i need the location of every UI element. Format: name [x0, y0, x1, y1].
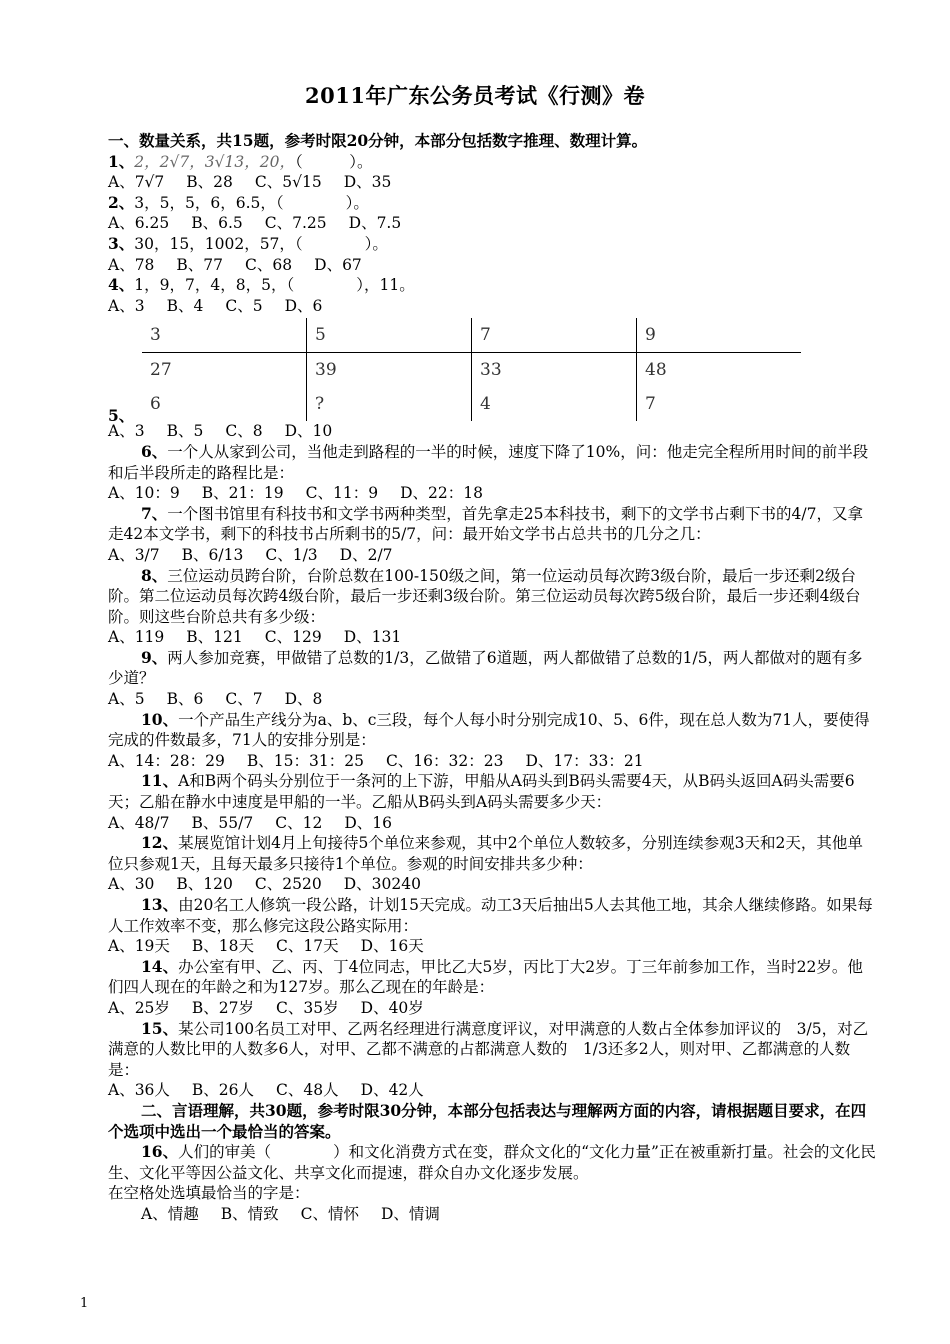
- question-14: [108, 957, 878, 998]
- question-number: 12、: [141, 833, 179, 853]
- question-text: 30，15，1002，57，（ ）。: [134, 234, 388, 253]
- question-text: 某展览馆计划4月上旬接待5个单位来参观，其中2个单位人数较多，分别连续参观3天和2天，其他单位只参观1天，且每天最多只接待1个单位。参观的时间安排共多少种：: [108, 834, 863, 873]
- options-9: [108, 689, 878, 710]
- option-a: A、10：9: [108, 484, 180, 503]
- option-a: A、3: [108, 422, 145, 441]
- question-text: 某公司100名员工对甲、乙两名经理进行满意度评议，对甲满意的人数占全体参加评议的 3/5，对乙满意的人数比甲的人数多6人，对甲、乙都不满意的占都满意人数的 1/3还多2人，则对甲、乙都满意的人数是：: [108, 1019, 869, 1079]
- question-text: 由20名工人修筑一段公路，计划15天完成。动工3天后抽出5人去其他工地，其余人继续修路。如果每人工作效率不变，那么修完这段公路实际用：: [108, 896, 873, 935]
- question-15: [108, 1019, 878, 1081]
- grid-cell: 6: [150, 394, 161, 415]
- option-a: A、25岁: [108, 998, 170, 1017]
- grid-cell: 33: [472, 353, 637, 388]
- question-number: 13、: [141, 895, 179, 914]
- question-2: [108, 193, 878, 214]
- option-b: B、4: [166, 296, 204, 315]
- question-number: 3、: [108, 233, 135, 253]
- question-1: [108, 152, 878, 173]
- question-text: A和B两个码头分别位于一条河的上下游，甲船从A码头到B码头需要4天，从B码头返回A码头需要6天；乙船在静水中速度是甲船的一半。乙船从B码头到A码头需要多少天：: [108, 772, 855, 812]
- question-text: 一个人从家到公司，当他走到路程的一半的时候，速度下降了10%，问：他走完全程所用时间的前半段和后半段所走的路程比是：: [108, 442, 869, 482]
- option-c: C、16：32：23: [385, 751, 504, 770]
- question-11: [108, 771, 878, 812]
- question-number: 4、: [108, 275, 135, 295]
- question-3: [108, 234, 878, 255]
- question-6: [108, 442, 878, 483]
- options-13: [108, 936, 878, 957]
- question-16: [108, 1142, 878, 1183]
- option-d: D、16天: [360, 937, 424, 956]
- option-d: D、6: [284, 296, 323, 315]
- question-text: 人们的审美（ ）和文化消费方式在变，群众文化的“文化力量”正在被重新打量。社会的文化民生、文化平等因公益文化、共享文化而提速，群众自办文化逐步发展。: [108, 1143, 876, 1182]
- option-c: C、7: [225, 690, 263, 709]
- question-number: 1、: [108, 151, 135, 171]
- question-number: 5、: [108, 406, 135, 426]
- number-grid: [142, 318, 801, 421]
- question-number: 14、: [141, 956, 179, 976]
- question-text: 一个产品生产线分为a、b、c三段，每个人每小时分别完成10、5、6件，现在总人数为71人，要使得完成的件数最多，71人的安排分别是：: [108, 710, 870, 750]
- options-16: [108, 1204, 878, 1225]
- option-a: A、5: [108, 690, 145, 709]
- grid-cell: 5: [307, 318, 472, 353]
- grid-cell: 27: [150, 360, 172, 381]
- option-c: C、35岁: [276, 998, 339, 1017]
- question-13: [108, 895, 878, 936]
- question-number: 15、: [141, 1018, 179, 1038]
- option-a: A、30: [108, 875, 155, 894]
- option-b: B、18天: [191, 937, 255, 956]
- option-a: A、情趣: [141, 1204, 199, 1223]
- option-c: C、11：9: [305, 484, 379, 503]
- option-d: D、40岁: [360, 998, 424, 1017]
- question-number: 16、: [141, 1142, 179, 1162]
- option-b: B、28: [186, 173, 233, 192]
- options-8: [108, 627, 878, 648]
- content: [108, 131, 878, 1225]
- option-c: C、68: [245, 255, 293, 274]
- question-9: [108, 648, 878, 689]
- grid-cell: 39: [307, 353, 472, 388]
- options-10: [108, 751, 878, 772]
- option-d: D、2/7: [339, 545, 393, 564]
- section-heading-2: 二、言语理解，共30题，参考时限30分钟，本部分包括表达与理解两方面的内容，请根据题目要求，在四个选项中选出一个最恰当的答案。: [108, 1100, 867, 1141]
- question-7: [108, 504, 878, 545]
- options-6: [108, 483, 878, 504]
- option-c: C、8: [225, 422, 263, 441]
- section-heading-1: 一、数量关系，共15题，参考时限20分钟，本部分包括数字推理、数理计算。: [108, 131, 648, 150]
- option-b: B、55/7: [191, 813, 254, 832]
- option-c: C、5√15: [254, 173, 322, 192]
- option-b: B、情致: [220, 1204, 279, 1223]
- options-12: [108, 874, 878, 895]
- option-a: A、48/7: [108, 813, 170, 832]
- grid-cell: 4: [472, 387, 637, 421]
- question-text: 3，5，5，6，6.5，（ ）。: [134, 193, 369, 212]
- question-text: 三位运动员跨台阶，台阶总数在100-150级之间，第一位运动员每次跨3级台阶，最后一步还剩2级台阶。第二位运动员每次跨4级台阶，最后一步还剩3级台阶。第三位运动员每次跨5级台阶，最后一步还剩4级台阶。则这些台阶总共有多少级：: [108, 566, 861, 626]
- option-b: B、77: [176, 255, 224, 274]
- options-2: [108, 213, 878, 234]
- option-d: D、17：33：21: [525, 751, 644, 770]
- question-number: 10、: [141, 709, 179, 729]
- question-number: 9、: [141, 647, 168, 667]
- option-c: C、7.25: [264, 214, 327, 233]
- option-c: C、48人: [276, 1081, 339, 1100]
- option-d: D、35: [343, 173, 392, 192]
- options-3: [108, 255, 878, 276]
- option-c: C、2520: [254, 875, 322, 894]
- option-d: D、67: [314, 255, 362, 274]
- question-text: 一个图书馆里有科技书和文学书两种类型，首先拿走25本科技书，剩下的文学书占剩下书的4/7，又拿走42本文学书，剩下的科技书占所剩书的5/7，问：最开始文学书占总共书的几分之几：: [108, 504, 863, 544]
- option-b: B、5: [166, 422, 204, 441]
- options-1: [108, 172, 878, 193]
- question-text: 1，9，7，4，8，5，（ ），11。: [134, 276, 415, 295]
- grid-cell: ?: [307, 387, 472, 421]
- grid-row: [142, 387, 801, 421]
- question-number: 8、: [141, 565, 168, 585]
- page-title: 2011年广东公务员考试《行测》卷: [305, 83, 645, 108]
- option-d: D、情调: [380, 1204, 440, 1223]
- option-b: B、120: [176, 875, 233, 894]
- option-b: B、27岁: [191, 998, 255, 1017]
- option-a: A、6.25: [108, 214, 170, 233]
- option-c: C、12: [275, 813, 323, 832]
- grid-cell: 9: [637, 318, 802, 353]
- question-number: 11、: [141, 771, 179, 791]
- grid-cell: 48: [637, 353, 802, 388]
- options-11: [108, 813, 878, 834]
- options-5: [108, 421, 878, 442]
- options-7: [108, 545, 878, 566]
- option-d: D、30240: [343, 875, 421, 894]
- question-4: [108, 275, 878, 296]
- question-8: [108, 566, 878, 628]
- grid-row: [142, 353, 801, 388]
- grid-row: [142, 318, 801, 353]
- option-b: B、6.5: [191, 214, 243, 233]
- option-d: D、131: [343, 628, 402, 647]
- option-d: D、7.5: [348, 214, 402, 233]
- option-b: B、6/13: [181, 545, 244, 564]
- options-4: [108, 296, 878, 317]
- grid-cell: 7: [472, 318, 637, 353]
- option-b: B、21：19: [201, 484, 284, 503]
- page-number: 1: [80, 1296, 89, 1311]
- question-number: 6、: [141, 441, 168, 461]
- option-a: A、3: [108, 296, 145, 315]
- option-c: C、1/3: [265, 545, 318, 564]
- option-a: A、19天: [108, 937, 170, 956]
- question-text: 办公室有甲、乙、丙、丁4位同志，甲比乙大5岁，丙比丁大2岁。丁三年前参加工作，当时22岁。他们四人现在的年龄之和为127岁。那么乙现在的年龄是：: [108, 957, 863, 997]
- question-text: 两人参加竞赛，甲做错了总数的1/3，乙做错了6道题，两人都做错了总数的1/5，两人都做对的题有多少道？: [108, 648, 863, 688]
- grid-cell: 3: [142, 318, 307, 353]
- question-number: 7、: [141, 503, 168, 523]
- option-a: A、78: [108, 255, 155, 274]
- option-b: B、15：31：25: [246, 751, 364, 770]
- option-d: D、16: [344, 813, 392, 832]
- option-a: A、36人: [108, 1081, 170, 1100]
- sequence: 2，2√7，3√13，20，: [134, 152, 295, 171]
- question-number: 2、: [108, 192, 135, 212]
- option-c: C、5: [225, 296, 263, 315]
- option-a: A、7√7: [108, 173, 165, 192]
- option-d: D、42人: [360, 1081, 424, 1100]
- blank: （ ）。: [294, 152, 373, 171]
- option-b: B、26人: [191, 1081, 255, 1100]
- option-d: D、10: [284, 422, 333, 441]
- option-a: A、14：28：29: [108, 751, 225, 770]
- grid-cell: 7: [637, 387, 802, 421]
- question-10: [108, 710, 878, 751]
- options-14: [108, 998, 878, 1019]
- option-c: C、17天: [276, 937, 339, 956]
- question-12: [108, 833, 878, 874]
- question-16-prompt: 在空格处选填最恰当的字是：: [108, 1184, 310, 1203]
- question-5: [108, 318, 878, 426]
- option-c: C、129: [264, 628, 322, 647]
- option-d: D、22：18: [400, 484, 483, 503]
- option-d: D、8: [284, 690, 323, 709]
- options-15: [108, 1080, 878, 1101]
- option-b: B、6: [166, 690, 204, 709]
- option-a: A、3/7: [108, 545, 160, 564]
- option-a: A、119: [108, 628, 165, 647]
- option-b: B、121: [186, 628, 243, 647]
- option-c: C、情怀: [300, 1204, 359, 1223]
